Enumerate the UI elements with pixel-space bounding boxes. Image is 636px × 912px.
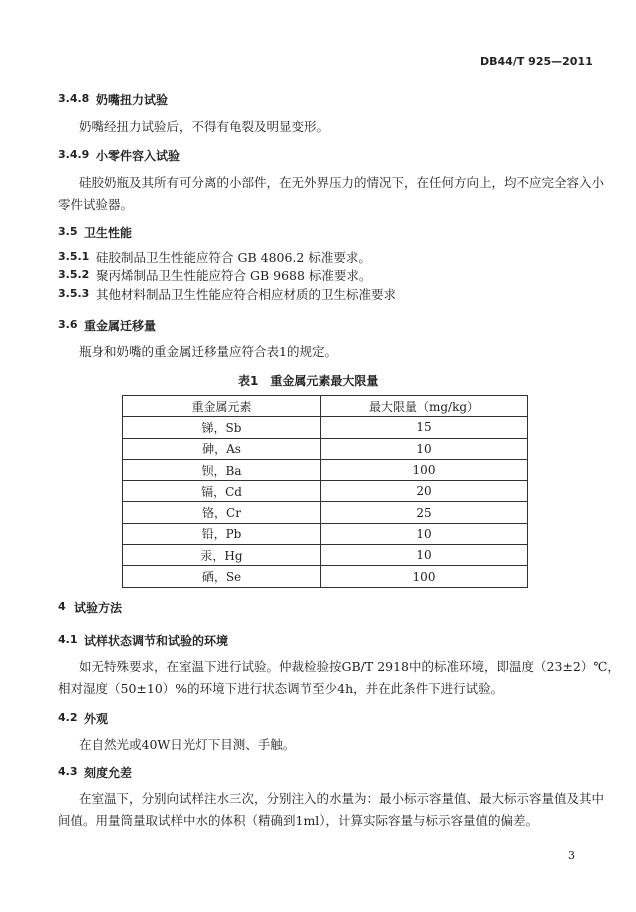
chapter-title: 试验方法 <box>74 601 123 615</box>
table-row <box>123 417 528 438</box>
table-row <box>123 438 528 459</box>
clause-number: 3.5.2 <box>58 268 90 281</box>
clause-number: 3.5.3 <box>58 287 90 300</box>
section-number: 3.5 <box>58 225 78 238</box>
table-cell: 镉，Cd <box>123 481 321 502</box>
section-number: 4.2 <box>58 711 78 724</box>
table-row <box>123 545 528 566</box>
table-row <box>123 481 528 502</box>
clause-number: 3.5.1 <box>58 250 90 263</box>
table-cell: 10 <box>321 523 528 544</box>
section-number: 3.6 <box>58 318 78 331</box>
table-cell: 10 <box>321 438 528 459</box>
table-header-cell: 重金属元素 <box>123 396 321 417</box>
heavy-metal-table <box>122 395 528 588</box>
section-title: 奶嘴扭力试验 <box>96 93 169 107</box>
paragraph-line: 间值。用量筒量取试样中水的体积（精确到1ml），计算实际容量与标示容量值的偏差。 <box>58 813 539 828</box>
clause-text: 其他材料制品卫生性能应符合相应材质的卫生标准要求 <box>96 287 397 302</box>
table-row <box>123 523 528 544</box>
section-title: 外观 <box>84 712 109 726</box>
table-row <box>123 566 528 587</box>
section-title: 试样状态调节和试验的环境 <box>84 634 229 648</box>
table-cell: 硒，Se <box>123 566 321 587</box>
table-cell: 铬，Cr <box>123 502 321 523</box>
page-number: 3 <box>568 849 575 862</box>
section-title: 卫生性能 <box>84 226 133 240</box>
table-caption: 表1 重金属元素最大限量 <box>238 374 379 388</box>
table-cell: 锑，Sb <box>123 417 321 438</box>
table-row <box>123 459 528 480</box>
table-row <box>123 502 528 523</box>
document-id: DB44/T 925—2011 <box>480 55 593 68</box>
section-number: 3.4.8 <box>58 92 90 105</box>
table-cell: 10 <box>321 545 528 566</box>
section-number: 4.3 <box>58 765 78 778</box>
paragraph-line: 零件试验器。 <box>58 197 134 212</box>
table-cell: 钡，Ba <box>123 459 321 480</box>
paragraph-line: 相对湿度（50±10）%的环境下进行状态调节至少4h，并在此条件下进行试验。 <box>58 681 504 696</box>
table-cell: 100 <box>321 459 528 480</box>
clause-text: 聚丙烯制品卫生性能应符合 GB 9688 标准要求。 <box>96 268 372 283</box>
paragraph-line: 硅胶奶瓶及其所有可分离的小部件，在无外界压力的情况下，在任何方向上，均不应完全容入小 <box>79 175 605 190</box>
paragraph: 瓶身和奶嘴的重金属迁移量应符合表1的规定。 <box>79 344 337 359</box>
table-cell: 铅，Pb <box>123 523 321 544</box>
section-number: 3.4.9 <box>58 148 90 161</box>
table-cell: 砷，As <box>123 438 321 459</box>
section-number: 4.1 <box>58 633 78 646</box>
chapter-number: 4 <box>58 600 66 613</box>
paragraph-line: 如无特殊要求，在室温下进行试验。仲裁检验按GB/T 2918中的标准环境，即温度（23±2）℃， <box>79 659 620 674</box>
table-cell: 20 <box>321 481 528 502</box>
table-cell: 15 <box>321 417 528 438</box>
section-title: 重金属迁移量 <box>84 319 157 333</box>
clause-text: 硅胶制品卫生性能应符合 GB 4806.2 标准要求。 <box>96 250 371 265</box>
table-cell: 25 <box>321 502 528 523</box>
table-header-cell: 最大限量（mg/kg） <box>321 396 528 417</box>
paragraph: 在自然光或40W日光灯下目测、手触。 <box>79 737 296 752</box>
table-cell: 100 <box>321 566 528 587</box>
section-title: 刻度允差 <box>84 766 133 780</box>
paragraph-line: 在室温下，分别向试样注水三次，分别注入的水量为：最小标示容量值、最大标示容量值及其中 <box>79 791 605 806</box>
table-cell: 汞，Hg <box>123 545 321 566</box>
table-header-row <box>123 396 528 417</box>
section-title: 小零件容入试验 <box>96 149 181 163</box>
paragraph: 奶嘴经扭力试验后，不得有龟裂及明显变形。 <box>79 119 330 134</box>
